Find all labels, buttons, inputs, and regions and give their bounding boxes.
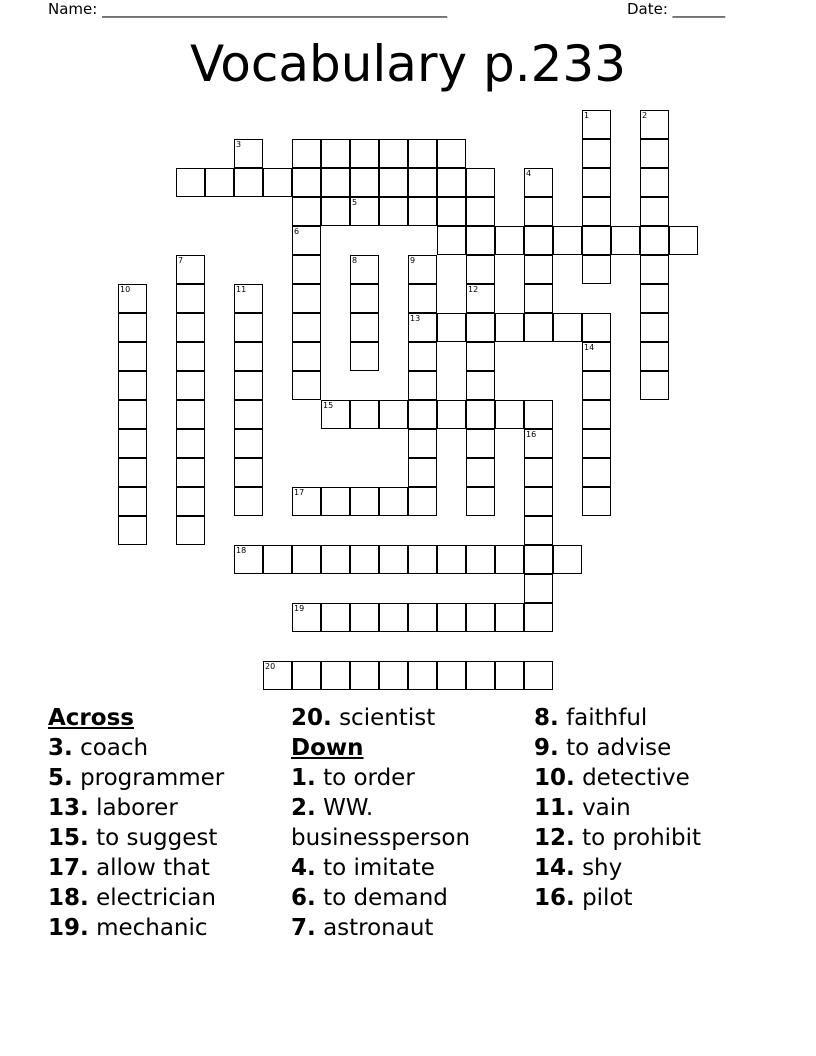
grid-cell[interactable] — [408, 255, 437, 284]
clue-down-2-continued: businessperson — [291, 825, 471, 851]
grid-cell[interactable] — [466, 197, 495, 226]
grid-cell[interactable] — [176, 400, 205, 429]
grid-cell[interactable] — [582, 110, 611, 139]
grid-cell[interactable] — [234, 371, 263, 400]
grid-cell[interactable] — [176, 516, 205, 545]
grid-cell[interactable] — [437, 661, 466, 690]
grid-cell[interactable] — [292, 487, 321, 516]
grid-cell[interactable] — [669, 226, 698, 255]
clue-number: 15 — [323, 401, 334, 410]
grid-cell[interactable] — [524, 603, 553, 632]
grid-cell[interactable] — [321, 168, 350, 197]
clue-number: 19 — [294, 604, 305, 613]
grid-cell[interactable] — [176, 168, 205, 197]
grid-cell[interactable] — [408, 284, 437, 313]
clue-down-14: 14. shy — [534, 855, 623, 881]
grid-cell[interactable] — [524, 516, 553, 545]
clue-across-19: 19. mechanic — [48, 915, 208, 941]
grid-cell[interactable] — [437, 603, 466, 632]
clue-number: 2 — [642, 111, 648, 120]
grid-cell[interactable] — [350, 284, 379, 313]
grid-cell[interactable] — [524, 487, 553, 516]
grid-cell[interactable] — [437, 313, 466, 342]
grid-cell[interactable] — [292, 371, 321, 400]
grid-cell[interactable] — [466, 603, 495, 632]
grid-cell[interactable] — [118, 284, 147, 313]
clue-number: 20 — [265, 662, 276, 671]
grid-cell[interactable] — [118, 371, 147, 400]
clue-number: 5 — [352, 198, 358, 207]
clue-number: 3 — [236, 140, 242, 149]
grid-cell[interactable] — [234, 545, 263, 574]
grid-cell[interactable] — [350, 168, 379, 197]
grid-cell[interactable] — [408, 168, 437, 197]
grid-cell[interactable] — [408, 661, 437, 690]
grid-cell[interactable] — [582, 313, 611, 342]
grid-cell[interactable] — [292, 313, 321, 342]
grid-cell[interactable] — [408, 458, 437, 487]
grid-cell[interactable] — [350, 342, 379, 371]
clue-down-2: 2. WW. — [291, 795, 374, 821]
grid-cell[interactable] — [582, 400, 611, 429]
clue-number: 16 — [526, 430, 537, 439]
grid-cell[interactable] — [321, 139, 350, 168]
clue-number: 7 — [178, 256, 184, 265]
grid-cell[interactable] — [524, 168, 553, 197]
grid-cell[interactable] — [379, 168, 408, 197]
clue-across-20: 20. scientist — [291, 705, 436, 731]
grid-cell[interactable] — [582, 197, 611, 226]
grid-cell[interactable] — [379, 603, 408, 632]
grid-cell[interactable] — [292, 168, 321, 197]
clue-across-5: 5. programmer — [48, 765, 225, 791]
grid-cell[interactable] — [582, 458, 611, 487]
grid-cell[interactable] — [640, 342, 669, 371]
grid-cell[interactable] — [379, 139, 408, 168]
grid-cell[interactable] — [437, 197, 466, 226]
grid-cell[interactable] — [234, 400, 263, 429]
grid-cell[interactable] — [263, 168, 292, 197]
grid-cell[interactable] — [292, 545, 321, 574]
across-heading: Across — [48, 705, 134, 731]
down-heading: Down — [291, 735, 364, 761]
grid-cell[interactable] — [234, 458, 263, 487]
grid-cell[interactable] — [350, 661, 379, 690]
grid-cell[interactable] — [292, 255, 321, 284]
grid-cell[interactable] — [495, 661, 524, 690]
grid-cell[interactable] — [611, 226, 640, 255]
grid-cell[interactable] — [176, 284, 205, 313]
grid-cell[interactable] — [176, 487, 205, 516]
grid-cell[interactable] — [640, 168, 669, 197]
clue-down-7: 7. astronaut — [291, 915, 434, 941]
grid-cell[interactable] — [379, 661, 408, 690]
grid-cell[interactable] — [582, 371, 611, 400]
grid-cell[interactable] — [437, 226, 466, 255]
grid-cell[interactable] — [582, 342, 611, 371]
clue-number: 1 — [584, 111, 590, 120]
grid-cell[interactable] — [466, 429, 495, 458]
grid-cell[interactable] — [408, 400, 437, 429]
grid-cell[interactable] — [176, 313, 205, 342]
grid-cell[interactable] — [350, 139, 379, 168]
grid-cell[interactable] — [524, 255, 553, 284]
clue-number: 10 — [120, 285, 131, 294]
grid-cell[interactable] — [437, 545, 466, 574]
page-title: Vocabulary p.233 — [189, 35, 627, 93]
grid-cell[interactable] — [292, 139, 321, 168]
grid-cell[interactable] — [234, 168, 263, 197]
grid-cell[interactable] — [640, 139, 669, 168]
grid-cell[interactable] — [408, 342, 437, 371]
clue-across-17: 17. allow that — [48, 855, 210, 881]
clue-number: 6 — [294, 227, 300, 236]
clues-col-2 — [291, 703, 526, 943]
grid-cell[interactable] — [495, 313, 524, 342]
grid-cell[interactable] — [234, 342, 263, 371]
grid-cell[interactable] — [176, 429, 205, 458]
clue-across-13: 13. laborer — [48, 795, 178, 821]
grid-cell[interactable] — [466, 545, 495, 574]
clue-down-12: 12. to prohibit — [534, 825, 702, 851]
grid-cell[interactable] — [350, 255, 379, 284]
grid-cell[interactable] — [524, 458, 553, 487]
clue-down-6: 6. to demand — [291, 885, 448, 911]
grid-cell[interactable] — [640, 110, 669, 139]
grid-cell[interactable] — [263, 545, 292, 574]
grid-cell[interactable] — [466, 342, 495, 371]
grid-cell[interactable] — [292, 197, 321, 226]
name-field-label: Name: ______________________________________________ — [48, 0, 448, 18]
grid-cell[interactable] — [553, 313, 582, 342]
grid-cell[interactable] — [350, 487, 379, 516]
grid-cell[interactable] — [350, 313, 379, 342]
clue-number: 9 — [410, 256, 416, 265]
grid-cell[interactable] — [408, 139, 437, 168]
grid-cell[interactable] — [408, 197, 437, 226]
clue-number: 13 — [410, 314, 421, 323]
grid-cell[interactable] — [524, 197, 553, 226]
grid-cell[interactable] — [524, 429, 553, 458]
grid-cell[interactable] — [466, 371, 495, 400]
grid-cell[interactable] — [234, 487, 263, 516]
grid-cell[interactable] — [524, 400, 553, 429]
grid-cell[interactable] — [466, 487, 495, 516]
grid-cell[interactable] — [582, 139, 611, 168]
grid-cell[interactable] — [234, 139, 263, 168]
grid-cell[interactable] — [379, 487, 408, 516]
grid-cell[interactable] — [437, 400, 466, 429]
grid-cell[interactable] — [321, 545, 350, 574]
clue-across-3: 3. coach — [48, 735, 149, 761]
grid-cell[interactable] — [466, 284, 495, 313]
grid-cell[interactable] — [582, 168, 611, 197]
grid-cell[interactable] — [495, 226, 524, 255]
grid-cell[interactable] — [292, 603, 321, 632]
grid-cell[interactable] — [118, 429, 147, 458]
clue-across-18: 18. electrician — [48, 885, 216, 911]
grid-cell[interactable] — [466, 400, 495, 429]
clue-number: 12 — [468, 285, 479, 294]
grid-cell[interactable] — [408, 603, 437, 632]
grid-cell[interactable] — [118, 342, 147, 371]
grid-cell[interactable] — [350, 603, 379, 632]
grid-cell[interactable] — [118, 516, 147, 545]
grid-cell[interactable] — [176, 458, 205, 487]
grid-cell[interactable] — [437, 139, 466, 168]
grid-cell[interactable] — [495, 603, 524, 632]
grid-cell[interactable] — [176, 342, 205, 371]
clue-number: 8 — [352, 256, 358, 265]
clue-across-15: 15. to suggest — [48, 825, 218, 851]
grid-cell[interactable] — [118, 400, 147, 429]
grid-cell[interactable] — [350, 545, 379, 574]
grid-cell[interactable] — [176, 255, 205, 284]
grid-cell[interactable] — [640, 255, 669, 284]
grid-cell[interactable] — [321, 661, 350, 690]
grid-cell[interactable] — [292, 661, 321, 690]
clue-down-8: 8. faithful — [534, 705, 648, 731]
grid-cell[interactable] — [379, 400, 408, 429]
grid-cell[interactable] — [640, 371, 669, 400]
grid-cell[interactable] — [292, 284, 321, 313]
grid-cell[interactable] — [466, 255, 495, 284]
grid-cell[interactable] — [408, 429, 437, 458]
grid-cell[interactable] — [408, 371, 437, 400]
clue-number: 17 — [294, 488, 305, 497]
grid-cell[interactable] — [205, 168, 234, 197]
grid-cell[interactable] — [234, 313, 263, 342]
grid-cell[interactable] — [466, 313, 495, 342]
grid-cell[interactable] — [234, 284, 263, 313]
grid-cell[interactable] — [321, 487, 350, 516]
grid-cell[interactable] — [640, 226, 669, 255]
grid-cell[interactable] — [582, 429, 611, 458]
grid-cell[interactable] — [118, 458, 147, 487]
grid-cell[interactable] — [263, 661, 292, 690]
grid-cell[interactable] — [350, 197, 379, 226]
grid-cell[interactable] — [437, 168, 466, 197]
grid-cell[interactable] — [408, 313, 437, 342]
clue-down-9: 9. to advise — [534, 735, 672, 761]
grid-cell[interactable] — [466, 458, 495, 487]
grid-cell[interactable] — [379, 197, 408, 226]
grid-cell[interactable] — [582, 255, 611, 284]
grid-cell[interactable] — [466, 168, 495, 197]
grid-cell[interactable] — [553, 545, 582, 574]
clue-number: 4 — [526, 169, 532, 178]
grid-cell[interactable] — [466, 661, 495, 690]
grid-cell[interactable] — [234, 429, 263, 458]
grid-cell[interactable] — [524, 284, 553, 313]
grid-cell[interactable] — [582, 487, 611, 516]
clue-down-4: 4. to imitate — [291, 855, 435, 881]
grid-cell[interactable] — [524, 545, 553, 574]
grid-cell[interactable] — [495, 400, 524, 429]
date-field-label: Date: _______ — [627, 0, 726, 18]
grid-cell[interactable] — [524, 313, 553, 342]
grid-cell[interactable] — [495, 545, 524, 574]
grid-cell[interactable] — [321, 603, 350, 632]
clue-down-1: 1. to order — [291, 765, 415, 791]
grid-cell[interactable] — [118, 313, 147, 342]
grid-cell[interactable] — [524, 226, 553, 255]
clue-number: 14 — [584, 343, 595, 352]
clues-col-3 — [534, 703, 794, 913]
grid-cell[interactable] — [379, 545, 408, 574]
grid-cell[interactable] — [321, 400, 350, 429]
grid-cell[interactable] — [582, 226, 611, 255]
grid-cell[interactable] — [640, 284, 669, 313]
grid-cell[interactable] — [408, 545, 437, 574]
grid-cell[interactable] — [118, 487, 147, 516]
grid-cell[interactable] — [292, 226, 321, 255]
grid-cell[interactable] — [640, 313, 669, 342]
clue-down-10: 10. detective — [534, 765, 690, 791]
grid-cell[interactable] — [553, 226, 582, 255]
grid-cell[interactable] — [176, 371, 205, 400]
clue-down-11: 11. vain — [534, 795, 631, 821]
grid-cell[interactable] — [524, 661, 553, 690]
clue-down-16: 16. pilot — [534, 885, 633, 911]
grid-cell[interactable] — [408, 487, 437, 516]
grid-cell[interactable] — [524, 574, 553, 603]
clue-number: 18 — [236, 546, 247, 555]
grid-cell[interactable] — [292, 342, 321, 371]
clue-number: 11 — [236, 285, 247, 294]
grid-cell[interactable] — [640, 197, 669, 226]
grid-cell[interactable] — [466, 226, 495, 255]
grid-cell[interactable] — [321, 197, 350, 226]
clues-col-1 — [48, 703, 283, 943]
grid-cell[interactable] — [350, 400, 379, 429]
